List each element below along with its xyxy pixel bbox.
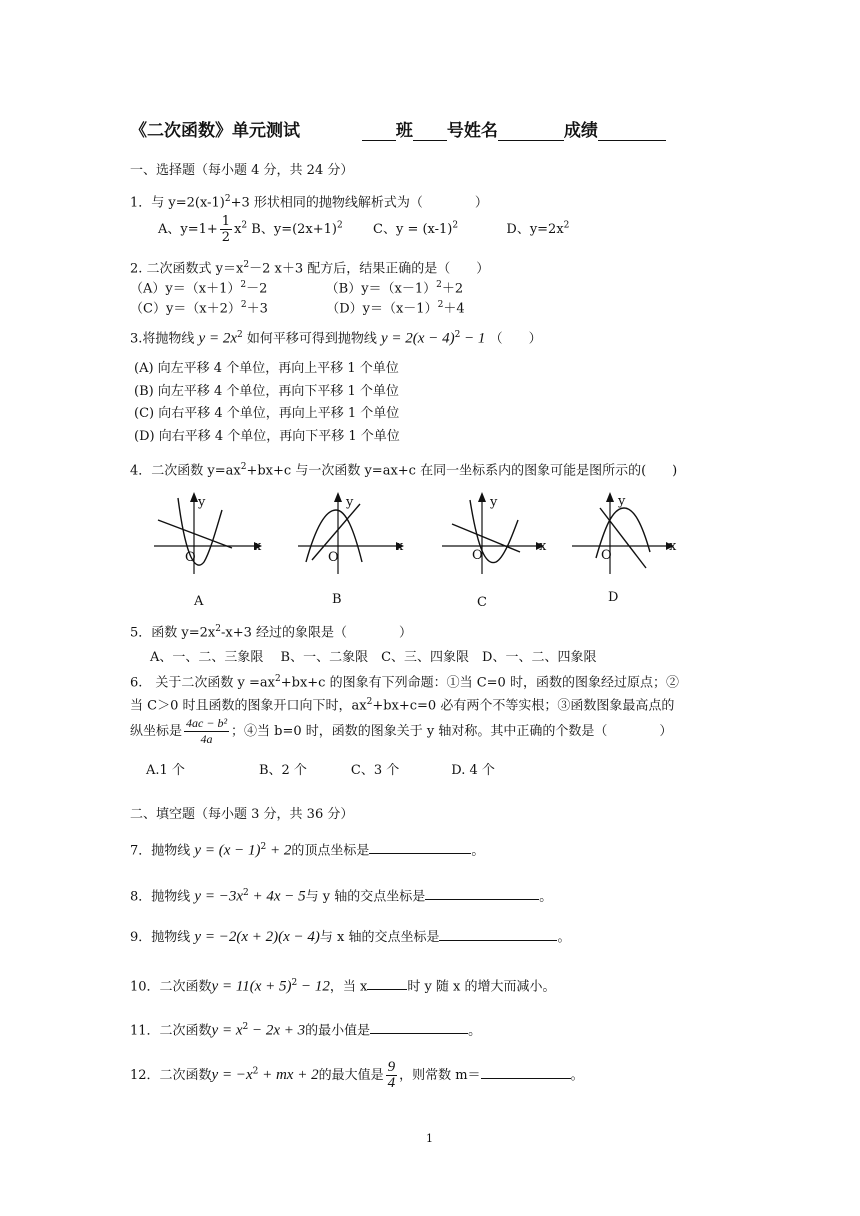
graph-d-x-label: x <box>669 539 677 554</box>
q2-option-d: （D）y＝（x－1） <box>326 301 438 317</box>
question-2-options-ab: $(A)y=(x+1)^2-2$ $(B)y=(x-1)^2+2$ <box>130 280 464 297</box>
q3-option-b: (B) 向左平移 4 个单位，再向下平移 1 个单位 <box>134 384 399 399</box>
class-label: 班 <box>395 121 413 141</box>
page-number: 1 <box>426 1132 433 1145</box>
q8-answer-blank[interactable] <box>425 887 539 900</box>
graph-d-label: D <box>608 590 619 605</box>
graph-d-y-label: y <box>618 494 626 509</box>
q11-answer-blank[interactable] <box>370 1021 468 1034</box>
graph-c-label: C <box>477 595 487 610</box>
q6-option-d: D. 4 个 <box>451 763 495 778</box>
graph-a-x-label: x <box>254 539 262 554</box>
q6-fraction-den: 4a <box>200 732 213 746</box>
graph-c-x-label: x <box>539 539 547 554</box>
graph-b-label: B <box>332 592 342 607</box>
question-1: 1．与 $y=2(x-1)^2+3$ 形状相同的抛物线解析式为（ ） <box>130 194 488 211</box>
q6-fraction-num: 4ac − b² <box>186 716 228 730</box>
graph-a-y-label: y <box>198 495 206 510</box>
q6-option-c: C、3 个 <box>350 763 400 778</box>
q6-option-a: A.1 个 <box>146 763 185 778</box>
graph-c-y-label: y <box>490 495 498 510</box>
name-label: 号姓名 <box>446 121 498 141</box>
q1-option-c: C、y = (x-1) <box>373 222 453 237</box>
question-3: 3.将抛物线 $y = 2x^2$ 如何平移可得到抛物线 $y = 2(x - 4)^2 - 1$ （ ） <box>130 330 542 347</box>
score-label: 成绩 <box>563 121 598 141</box>
question-7: 7．抛物线 $y = (x - 1)^2 + 2$的顶点坐标是 。 <box>130 842 485 859</box>
q1-option-a: A、y=1+ <box>158 222 218 237</box>
q12-fraction-num: 9 <box>387 1059 396 1075</box>
q1-option-b: B、y=(2x+1) <box>251 222 337 237</box>
q9-answer-blank[interactable] <box>439 928 557 941</box>
question-9: 9．抛物线 y = −2(x + 2)(x − 4)与 x 轴的交点坐标是 。 <box>130 929 571 945</box>
graph-c <box>440 490 560 575</box>
question-5-options: A、一、二、三象限 B、一、二象限 C、三、四象限 D、一、二、四象限 <box>150 650 597 665</box>
graph-a-label: A <box>194 594 204 609</box>
q12-fraction-den: 4 <box>387 1075 396 1091</box>
q3-option-d: (D) 向右平移 4 个单位，再向下平移 1 个单位 <box>134 429 400 444</box>
title-main: 《二次函数》单元测试 <box>130 121 300 141</box>
question-12: 12．二次函数$y = -x^2$ + mx + 2的最大值是 $\frac{9}{4}$ ，则常数 m＝ 。 <box>130 1059 584 1091</box>
q10-answer-blank[interactable] <box>367 977 407 990</box>
graph-d <box>570 490 690 575</box>
question-10: 10．二次函数$y = 11(x + 5)^2 - 12$，当 x 时 y 随 x 的增大而减小。 <box>130 978 556 995</box>
question-6-options <box>146 762 495 780</box>
question-11: 11．二次函数$y = x^2 - 2x + 3$的最小值是 。 <box>130 1022 482 1039</box>
name-blank[interactable] <box>498 140 564 141</box>
question-6-line-2: 当 C＞0 时且函数的图象开口向下时，$ax^2+bx+c=0$ 必有两个不等实根；③函数图象最高点的 <box>130 697 675 714</box>
question-5: 5．函数 $y=2x^2-x+3$ 经过的象限是（ ） <box>130 624 413 641</box>
graph-b-x-label: x <box>396 539 404 554</box>
q3-option-c: (C) 向右平移 4 个单位，再向上平移 1 个单位 <box>134 406 400 421</box>
q2-option-b: （B）y＝（x－1） <box>325 281 437 297</box>
q2-option-a: （A）y＝（x＋1） <box>130 281 241 297</box>
graph-b-origin: O <box>328 550 339 565</box>
question-2-options-cd: $(C)y=(x+2)^2+3$ $(D)y=(x-1)^2+4$ <box>130 300 465 317</box>
graph-b-y-label: y <box>346 495 354 510</box>
question-1-options: A、y=1+ $\frac{1}{2}$ $x^2$ B、$y=(2x+1)^2$ C、$y = (x-1)^2$ D、$y=2x^2$ <box>158 214 570 245</box>
question-4: 4．二次函数 $y=ax^2+bx+c$ 与一次函数 y=ax+c 在同一坐标系内的图象可能是图所示的( ) <box>130 462 678 479</box>
q12-answer-blank[interactable] <box>481 1066 571 1079</box>
q2-option-c: （C）y＝（x＋2） <box>130 301 241 317</box>
graph-d-origin: O <box>601 548 612 563</box>
question-6-line-3: 纵坐标是 $\frac{\text{4ac − b²}}{4a}$ ；④当 b=0 时，函数的图象关于 y 轴对称。其中正确的个数是（ ） <box>130 716 673 746</box>
section-1-heading: 一、选择题（每小题 4 分，共 24 分） <box>130 163 354 178</box>
q6-option-b: B、2 个 <box>258 763 307 778</box>
class-blank[interactable] <box>362 140 396 141</box>
page-title <box>130 116 666 141</box>
question-2: 2. 二次函数式 $y=x^2-2$ x＋3 配方后，结果正确的是（ ） <box>130 260 490 277</box>
number-blank[interactable] <box>413 140 447 141</box>
q3-option-a: (A) 向左平移 4 个单位，再向上平移 1 个单位 <box>134 361 399 376</box>
question-6-line-1: 6. 关于二次函数 $y =ax^2+bx+c$ 的图象有下列命题：①当 C=0 时，函数的图象经过原点；② <box>130 674 679 691</box>
score-blank[interactable] <box>598 140 666 141</box>
q1-option-d: D、y=2x <box>506 222 564 237</box>
graph-a <box>150 490 270 575</box>
graph-a-origin: O <box>185 550 196 565</box>
q7-answer-blank[interactable] <box>369 841 471 854</box>
question-8: 8．抛物线 $y = -3x^2 + 4x - 5$与 y 轴的交点坐标是 。 <box>130 888 553 905</box>
graph-c-origin: O <box>472 548 483 563</box>
graph-b <box>296 490 416 575</box>
section-2-heading: 二、填空题（每小题 3 分，共 36 分） <box>130 807 354 822</box>
